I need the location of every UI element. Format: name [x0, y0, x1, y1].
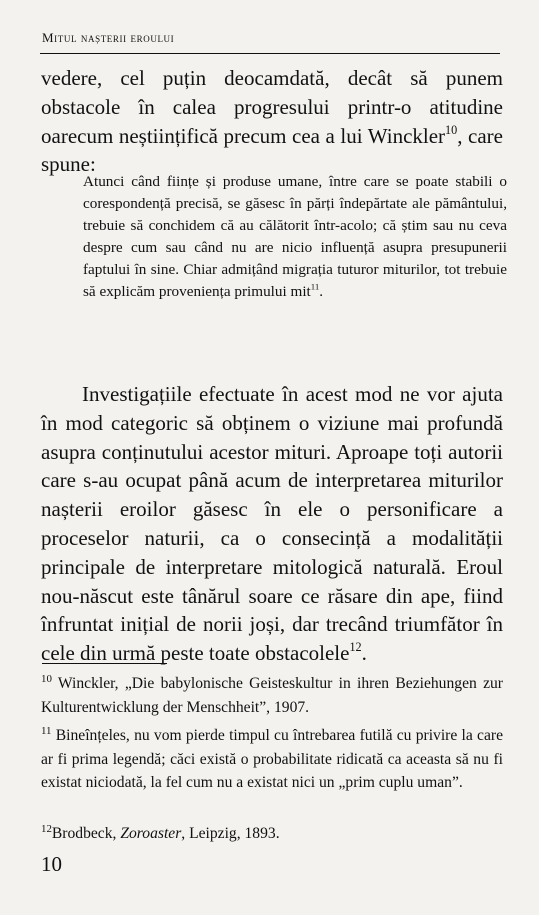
footnote-number: 10: [41, 673, 52, 685]
footnote-ref-11[interactable]: 11: [310, 281, 320, 292]
footnote-text: Winckler, „Die babylonische Geisteskultur in ihren Beziehungen zur Kulturentwicklung der Menschheit”, 1907.: [41, 675, 503, 716]
footnote-text: Bineînțeles, nu vom pierde timpul cu întrebarea futilă cu privire la care ar fi prima legendă; căci există o probabilitate ridicată ca aceasta să nu fi existat niciodată, la fel cum nu a existat nici un „prim cuplu uman”.: [41, 727, 503, 791]
footnote-10: [41, 672, 503, 719]
footnote-text: Brodbeck,: [51, 825, 121, 842]
block-quote: [83, 171, 507, 303]
footnote-number: 12: [41, 823, 52, 835]
paragraph-1-tail: , care spune:: [41, 123, 503, 177]
book-title: Zoroaster: [120, 825, 182, 842]
paragraph-2-text: Investigațiile efectuate în acest mod ne vor ajuta în mod categoric să obținem o viziune mai profundă asupra conținutului acestor mituri. Aproape toți autorii care s-au ocupat până acum de interpretarea miturilor nașterii eroilor găsesc în ele o personificare a proceselor naturii, ca o consecință a modalității principale de interpretare mitologică naturală. Eroul nou-născut este tânărul soare ce răsare din ape, fiind înfruntat inițial de norii joși, dar trecând triumfător în cele din urmă peste toate obstacolele: [41, 382, 503, 666]
paragraph-1-text: vedere, cel puțin deocamdată, decât să punem obstacole în calea progresului printr-o atitudine oarecum neștiințifică precum cea a lui Winckler: [41, 66, 503, 148]
footnote-text-tail: , Leipzig, 1893.: [181, 825, 280, 842]
paragraph-2-tail: .: [361, 641, 367, 666]
block-quote-tail: .: [319, 283, 324, 300]
block-quote-text: Atunci când ființe și produse umane, între care se poate stabili o corespondență precisă, se găsesc în părți îndepărtate ale pământului, trebuie să conchidem că au călătorit într-acolo; că știm sau nu ceva despre cum sau când nu are nicio influență asupra presupunerii faptului în sine. Chiar admițând migrația tuturor miturilor, tot trebuie să explicăm proveniența primului mit: [83, 173, 507, 300]
page-number: 10: [41, 852, 62, 876]
footnote-rule: [42, 663, 167, 664]
running-head: Mitul nașterii eroului: [42, 30, 175, 45]
paragraph-1: [41, 64, 503, 179]
footnote-ref-10[interactable]: 10: [445, 122, 458, 137]
footnote-12: [41, 822, 503, 846]
footnote-number: 11: [41, 725, 52, 737]
header-rule: [40, 53, 500, 54]
paragraph-2: [41, 380, 503, 668]
footnote-11: [41, 724, 503, 795]
footnote-ref-12[interactable]: 12: [349, 640, 362, 655]
